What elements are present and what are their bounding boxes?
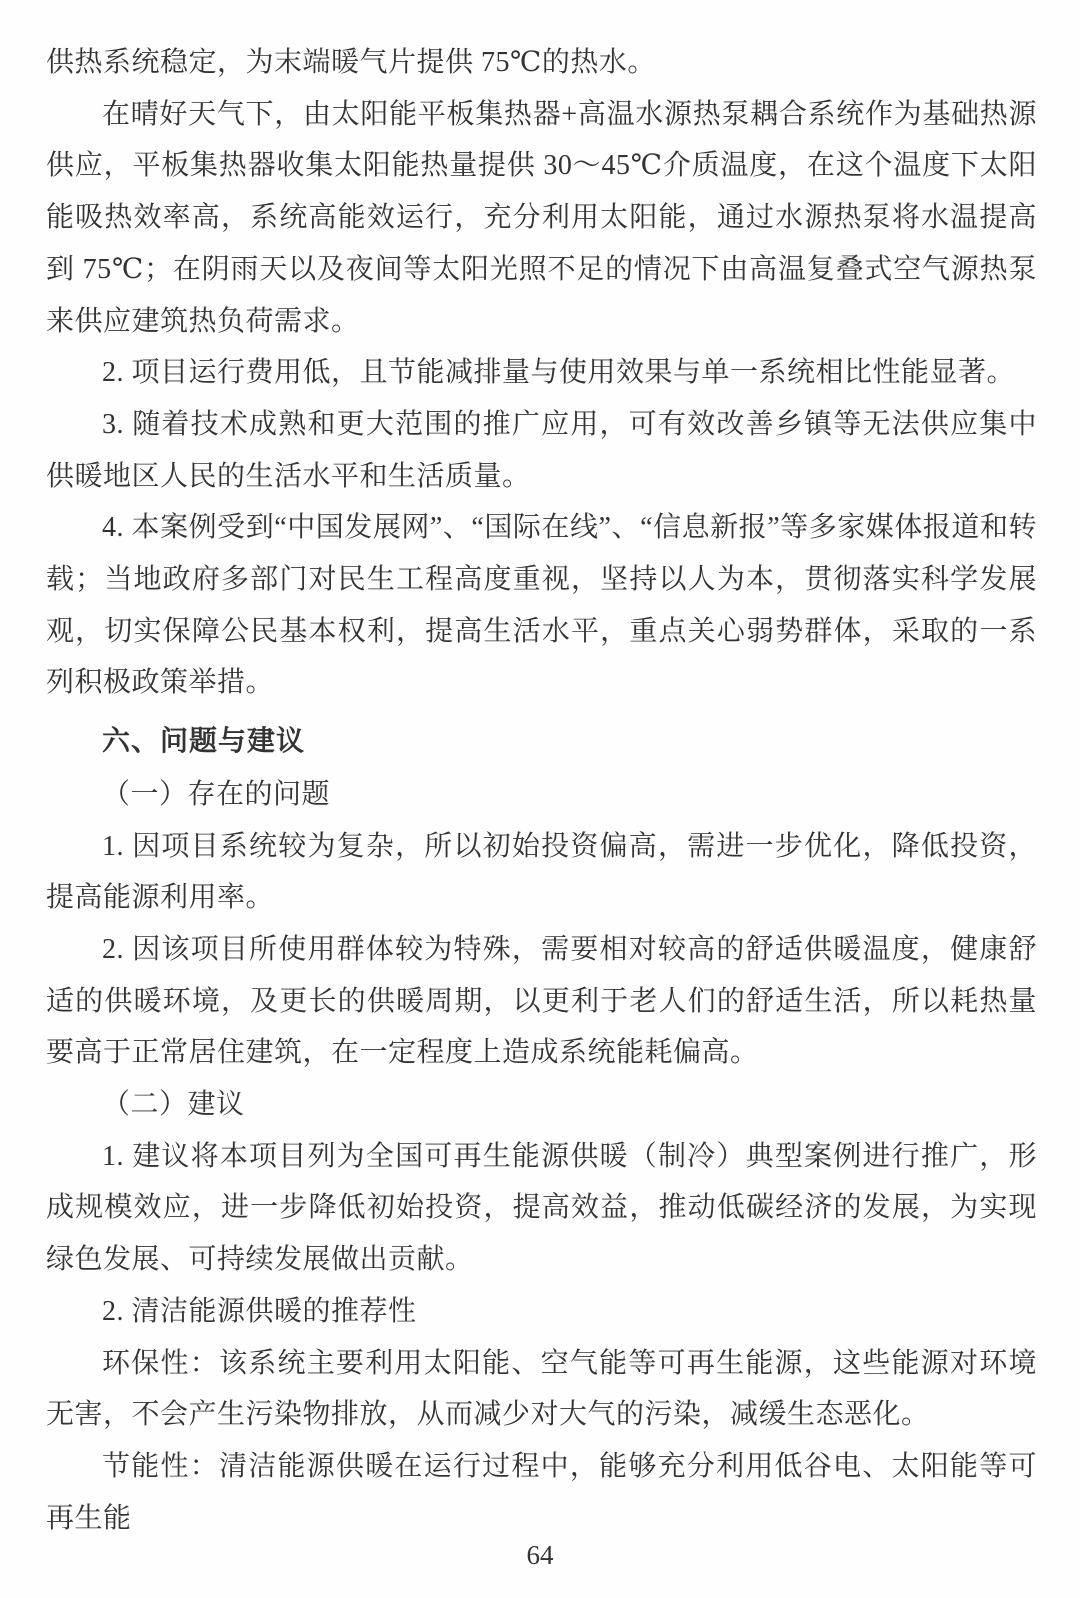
paragraph-system-operation: 在晴好天气下，由太阳能平板集热器+高温水源热泵耦合系统作为基础热源供应，平板集热器收集太阳能热量提供 30～45℃介质温度，在这个温度下太阳能吸热效率高，系统高能效运行，充分利用太阳能，通过水源热泵将水温提高到 75℃；在阴雨天以及夜间等太阳光照不足的情况下由高温复叠式空气源热泵来供应建筑热负荷需求。 [46, 98, 1037, 337]
section-heading-problems-suggestions: 六、问题与建议 [102, 725, 306, 757]
paragraph-energy-saving: 节能性：清洁能源供暖在运行过程中，能够充分利用低谷电、太阳能等可再生能 [46, 1450, 1037, 1534]
paragraph-environmental-friendliness: 环保性：该系统主要利用太阳能、空气能等可再生能源，这些能源对环境无害，不会产生污染物排放，从而减少对大气的污染，减缓生态恶化。 [46, 1347, 1037, 1431]
paragraph-benefit-4: 4. 本案例受到“中国发展网”、“国际在线”、“信息新报”等多家媒体报道和转载；当地政府多部门对民生工程高度重视，坚持以人为本，贯彻落实科学发展观，切实保障公民基本权利，提高生活水平，重点关心弱势群体，采取的一系列积极政策举措。 [46, 512, 1037, 699]
paragraph-intro-continuation: 供热系统稳定，为末端暖气片提供 75℃的热水。 [46, 47, 656, 78]
page-number: 64 [526, 1540, 554, 1570]
text-content [46, 37, 1037, 1544]
subsection-title-existing-problems: （一）存在的问题 [102, 778, 331, 810]
paragraph-suggestion-1: 1. 建议将本项目列为全国可再生能源供暖（制冷）典型案例进行推广，形成规模效应，进一步降低初始投资，提高效益，推动低碳经济的发展，为实现绿色发展、可持续发展做出贡献。 [46, 1140, 1037, 1276]
paragraph-benefit-2: 2. 项目运行费用低，且节能减排量与使用效果与单一系统相比性能显著。 [102, 357, 1016, 389]
subsection-title-suggestions: （二）建议 [102, 1089, 245, 1121]
paragraph-suggestion-2: 2. 清洁能源供暖的推荐性 [102, 1295, 417, 1327]
paragraph-problem-1: 1. 因项目系统较为复杂，所以初始投资偏高，需进一步优化，降低投资，提高能源利用率。 [46, 830, 1037, 914]
paragraph-problem-2: 2. 因该项目所使用群体较为特殊，需要相对较高的舒适供暖温度，健康舒适的供暖环境，及更长的供暖周期，以更利于老人们的舒适生活，所以耗热量要高于正常居住建筑，在一定程度上造成系统能耗偏高。 [46, 933, 1037, 1069]
paragraph-benefit-3: 3. 随着技术成熟和更大范围的推广应用，可有效改善乡镇等无法供应集中供暖地区人民的生活水平和生活质量。 [46, 408, 1037, 492]
